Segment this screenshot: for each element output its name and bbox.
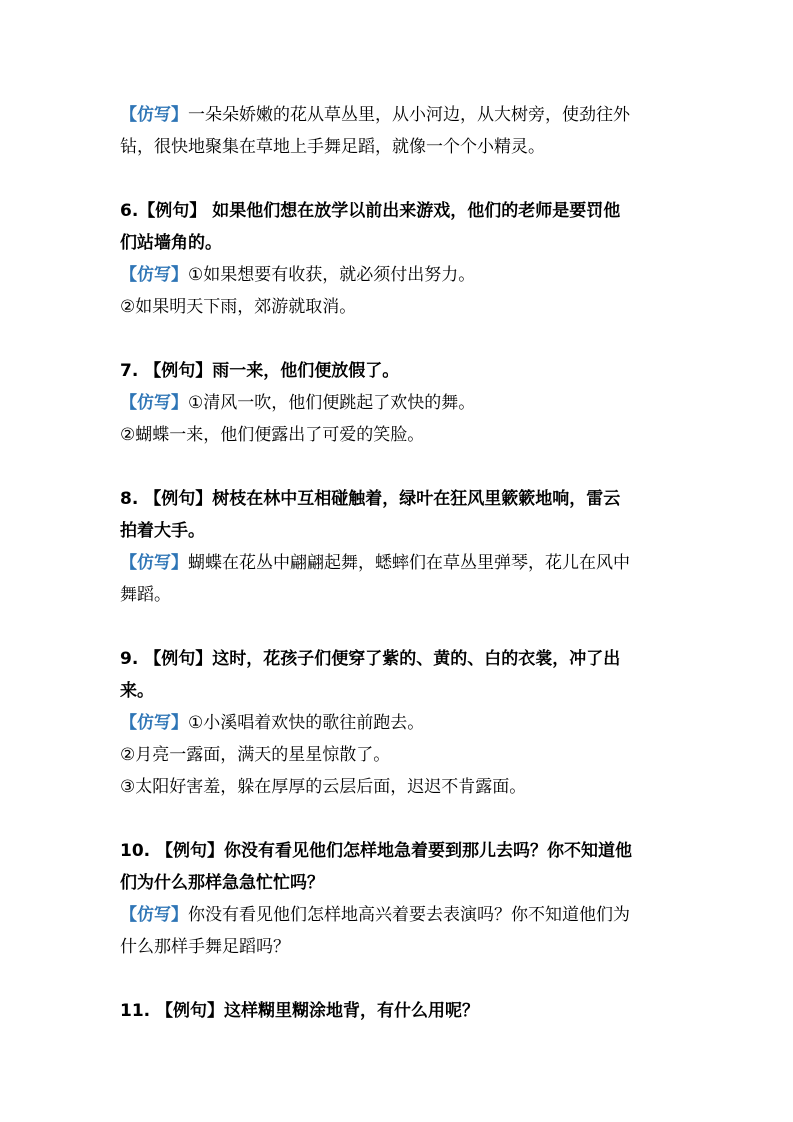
item-9-example-line-1: 9. 【例句】这时，花孩子们便穿了紫的、黄的、白的衣裳，冲了出 bbox=[120, 649, 621, 669]
imitation-label: 【仿写】 bbox=[120, 905, 188, 925]
item-5-imitation-line-1 bbox=[120, 99, 683, 131]
item-10-example-line-2: 们为什么那样急急忙忙吗？ bbox=[120, 873, 324, 893]
item-7-imitation-line-2: ②蝴蝶一来，他们便露出了可爱的笑脸。 bbox=[120, 425, 425, 445]
item-6-example-line-1: 6.【例句】 如果他们想在放学以前出来游戏，他们的老师是要罚他 bbox=[120, 201, 621, 221]
imitation-text: 一朵朵娇嫩的花从草丛里，从小河边，从大树旁，使劲往外 bbox=[188, 105, 630, 125]
paragraph-gap bbox=[120, 963, 683, 995]
item-8-imitation-line-2: 舞蹈。 bbox=[120, 585, 171, 605]
item-8-imitation-line-1 bbox=[120, 547, 683, 579]
item-10-example-line-1: 10. 【例句】你没有看见他们怎样地急着要到那儿去吗？你不知道他 bbox=[120, 841, 633, 861]
paragraph-gap bbox=[120, 163, 683, 195]
imitation-text: ①如果想要有收获，就必须付出努力。 bbox=[188, 265, 476, 285]
paragraph-gap bbox=[120, 803, 683, 835]
imitation-label: 【仿写】 bbox=[120, 553, 188, 573]
imitation-text: 蝴蝶在花丛中翩翩起舞，蟋蟀们在草丛里弹琴，花儿在风中 bbox=[188, 553, 630, 573]
item-9-imitation-line-3: ③太阳好害羞，躲在厚厚的云层后面，迟迟不肯露面。 bbox=[120, 777, 527, 797]
imitation-label: 【仿写】 bbox=[120, 265, 188, 285]
item-5-imitation-line-2: 钻，很快地聚集在草地上手舞足蹈，就像一个个小精灵。 bbox=[120, 137, 545, 157]
item-9-example-line-2: 来。 bbox=[120, 681, 154, 701]
item-11-example-line-1: 11. 【例句】这样糊里糊涂地背，有什么用呢？ bbox=[120, 1001, 480, 1021]
item-6-imitation-line-1 bbox=[120, 259, 683, 291]
imitation-text: ①小溪唱着欢快的歌往前跑去。 bbox=[188, 713, 425, 733]
item-7-imitation-line-1 bbox=[120, 387, 683, 419]
item-8-example-line-1: 8. 【例句】树枝在林中互相碰触着，绿叶在狂风里簌簌地响，雷云 bbox=[120, 489, 621, 509]
imitation-text: ①清风一吹，他们便跳起了欢快的舞。 bbox=[188, 393, 476, 413]
item-6-imitation-line-2: ②如果明天下雨，郊游就取消。 bbox=[120, 297, 357, 317]
item-8-example-line-2: 拍着大手。 bbox=[120, 521, 205, 541]
imitation-label: 【仿写】 bbox=[120, 393, 188, 413]
item-7-example-line-1: 7. 【例句】雨一来，他们便放假了。 bbox=[120, 361, 400, 381]
item-10-imitation-line-2: 什么那样手舞足蹈吗？ bbox=[120, 937, 290, 957]
imitation-label: 【仿写】 bbox=[120, 105, 188, 125]
paragraph-gap bbox=[120, 451, 683, 483]
item-6-example-line-2: 们站墙角的。 bbox=[120, 233, 222, 253]
item-9-imitation-line-1 bbox=[120, 707, 683, 739]
imitation-label: 【仿写】 bbox=[120, 713, 188, 733]
item-9-imitation-line-2: ②月亮一露面，满天的星星惊散了。 bbox=[120, 745, 391, 765]
paragraph-gap bbox=[120, 323, 683, 355]
imitation-text: 你没有看见他们怎样地高兴着要去表演吗？你不知道他们为 bbox=[188, 905, 630, 925]
paragraph-gap bbox=[120, 611, 683, 643]
item-10-imitation-line-1 bbox=[120, 899, 683, 931]
